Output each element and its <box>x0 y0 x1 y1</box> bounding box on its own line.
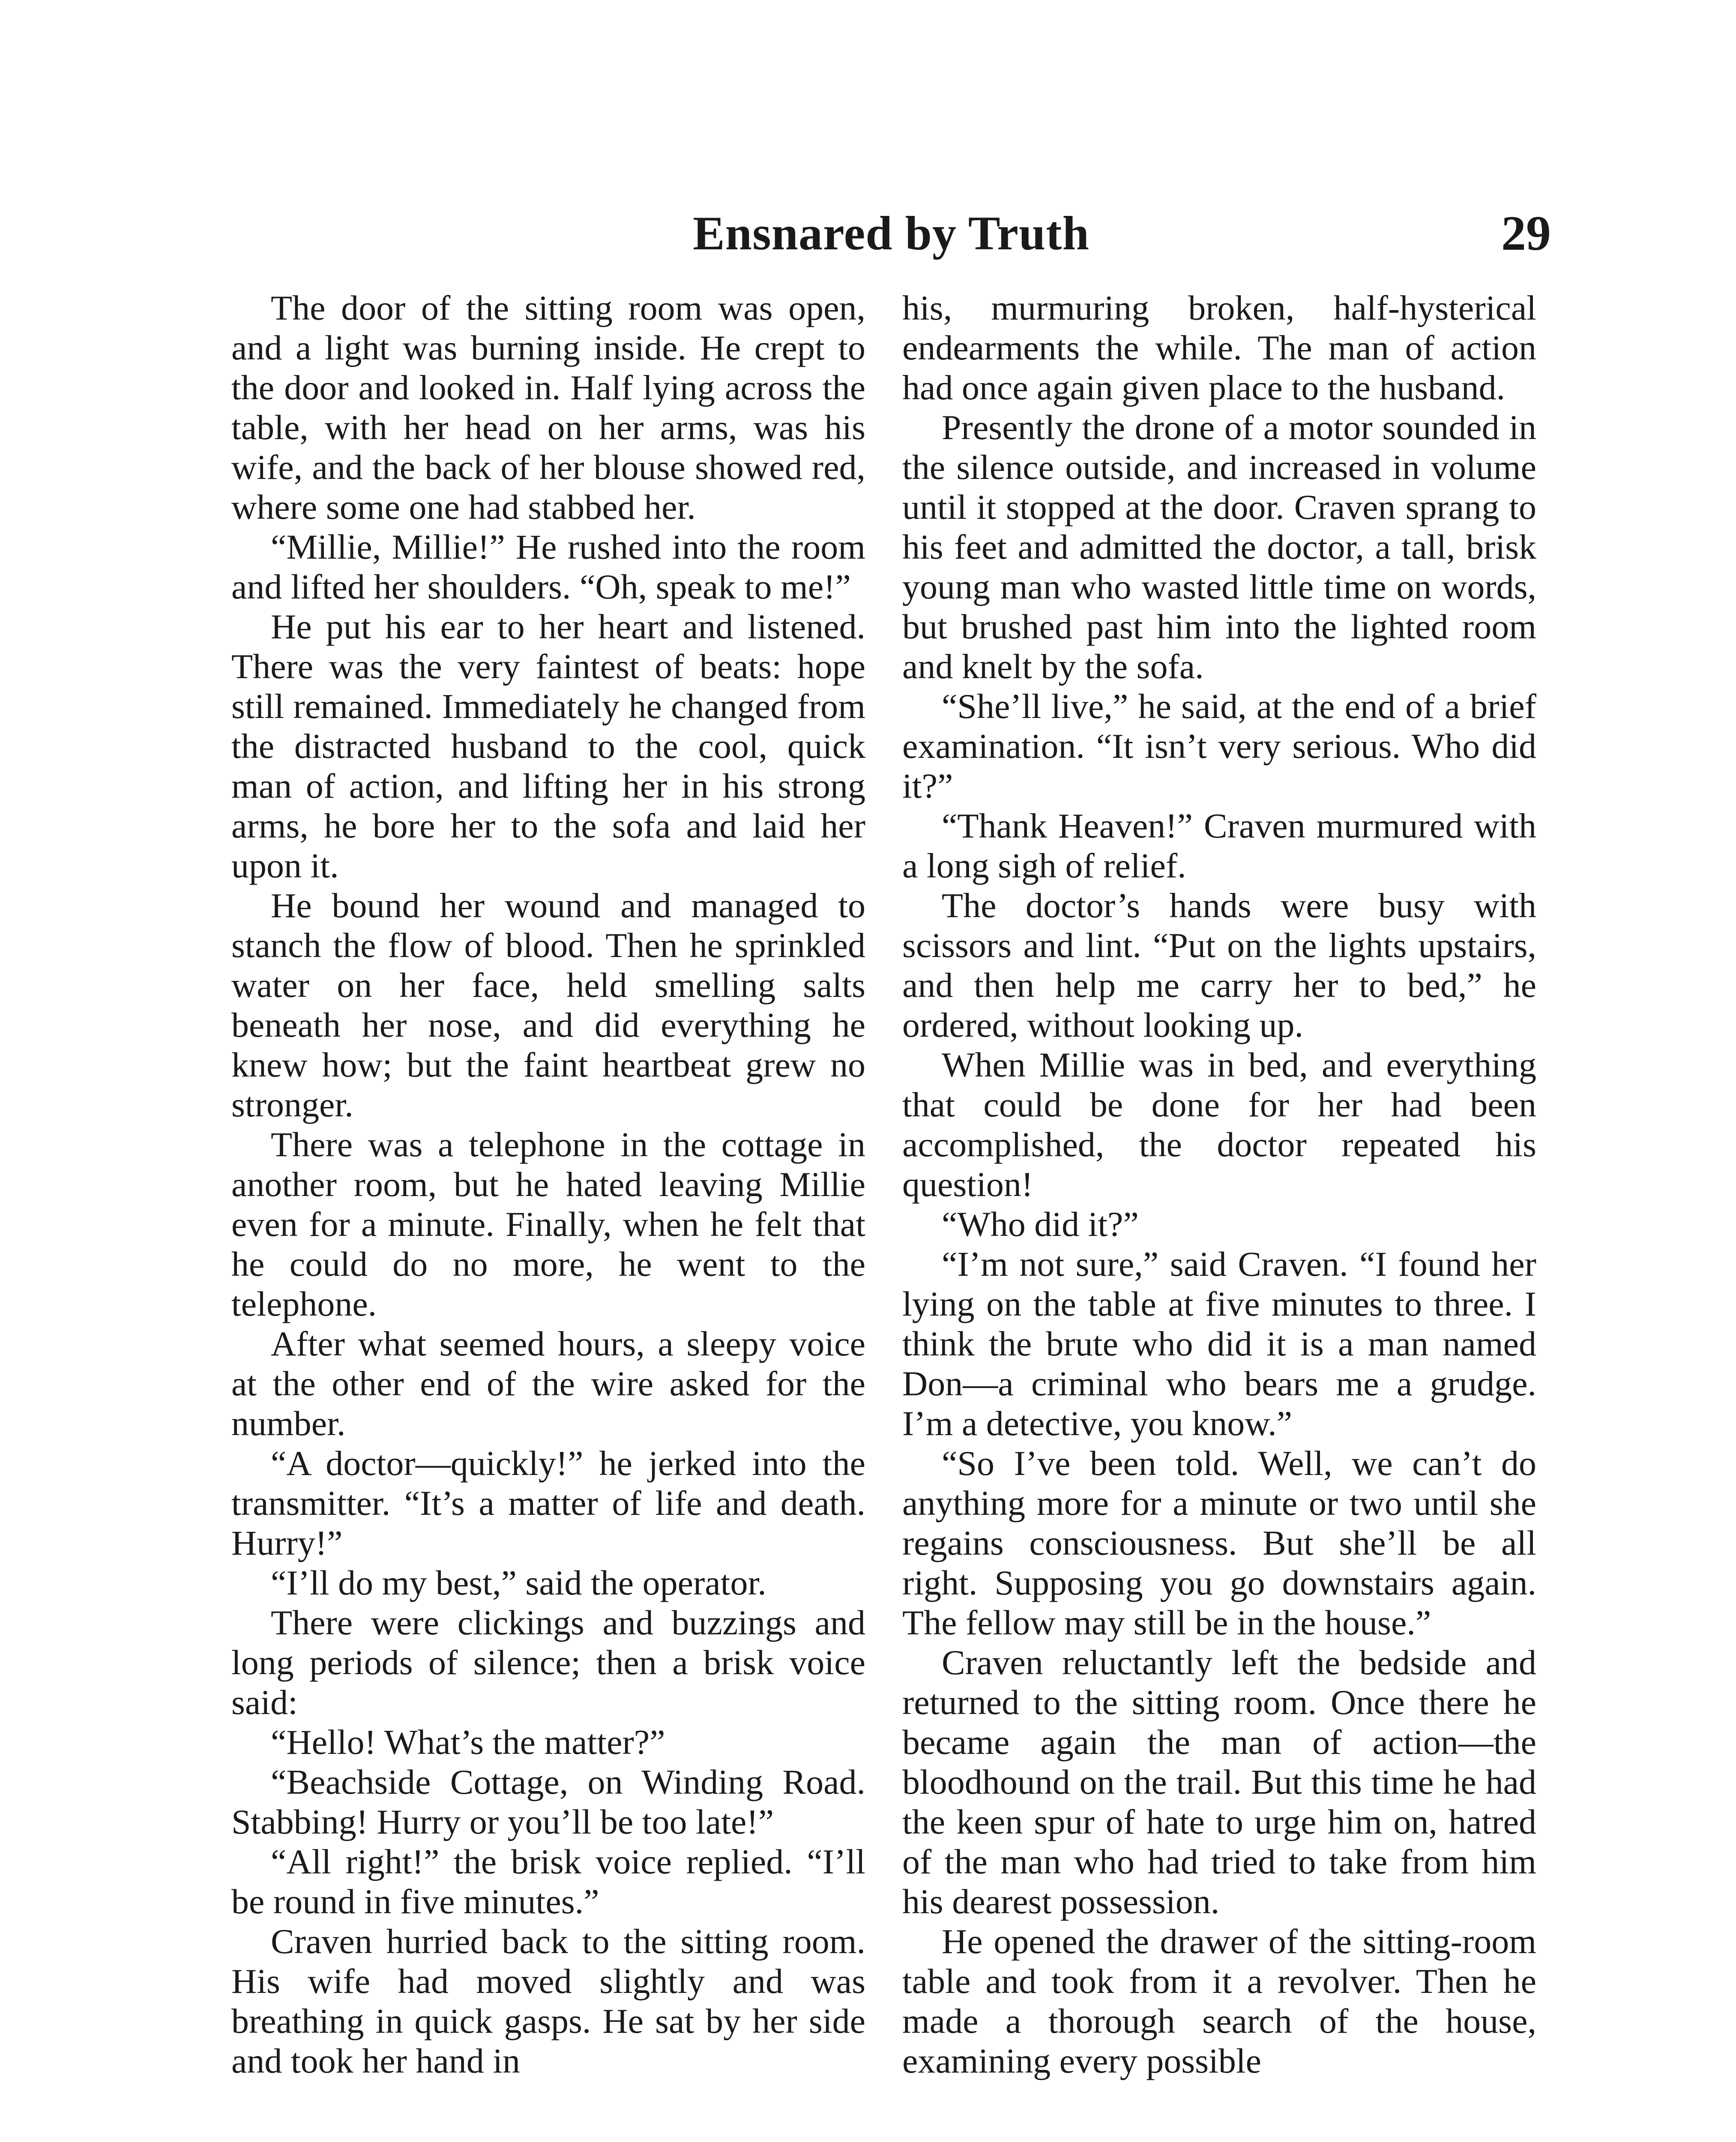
paragraph: “So I’ve been told. Well, we can’t do anything more for a minute or two until she regains consciousness. But she’ll be all right. Supposing you go downstairs again. The fellow may still be in the house.” <box>902 1444 1536 1642</box>
paragraph: “Hello! What’s the matter?” <box>271 1723 665 1762</box>
paragraph: After what seemed hours, a sleepy voice at the other end of the wire asked for the number. <box>231 1324 865 1443</box>
paragraph-continued: his, murmuring broken, half-hysterical endearments the while. The man of action had once again given place to the husband. <box>902 288 1536 407</box>
paragraph: When Millie was in bed, and everything that could be done for her had been accomplished, the doctor repeated his question! <box>902 1045 1536 1204</box>
paragraph: “She’ll live,” he said, at the end of a brief examination. “It isn’t very serious. Who did it?” <box>902 687 1536 805</box>
page-number: 29 <box>1501 206 1551 261</box>
paragraph: He put his ear to her heart and listened. There was the very faintest of beats: hope still remained. Immediately he changed from the distracted husband to the cool, quick man of action, and lifting her in his strong arms, he bore her to the sofa and laid her upon it. <box>231 607 865 885</box>
paragraph: The doctor’s hands were busy with scissors and lint. “Put on the lights upstairs, and then help me carry her to bed,” he ordered, without looking up. <box>902 886 1536 1044</box>
paragraph: Presently the drone of a motor sounded in the silence outside, and increased in volume until it stopped at the door. Craven sprang to his feet and admitted the doctor, a tall, brisk young man who wasted little time on words, but brushed past him into the lighted room and knelt by the sofa. <box>902 408 1536 686</box>
paragraph: The door of the sitting room was open, and a light was burning inside. He crept to the door and looked in. Half lying across the table, with her head on her arms, was his wife, and the back of her blouse showed red, where some one had stabbed her. <box>231 288 865 527</box>
paragraph: “Millie, Millie!” He rushed into the room and lifted her shoulders. “Oh, speak to me!” <box>231 527 865 606</box>
running-title: Ensnared by Truth <box>693 207 1089 260</box>
left-column <box>231 288 865 2081</box>
paragraph: Craven hurried back to the sitting room. His wife had moved slightly and was breathing in quick gasps. He sat by her side and took her hand in <box>231 1922 865 2080</box>
paragraph: He opened the drawer of the sitting-room table and took from it a revolver. Then he made a thorough search of the house, examining every possible <box>902 1922 1536 2080</box>
paragraph: “Who did it?” <box>942 1205 1139 1244</box>
paragraph: There was a telephone in the cottage in another room, but he hated leaving Millie even for a minute. Finally, when he felt that he could do no more, he went to the telephone. <box>231 1125 865 1323</box>
paragraph: “I’ll do my best,” said the operator. <box>271 1563 766 1602</box>
paragraph: “I’m not sure,” said Craven. “I found her lying on the table at five minutes to three. I think the brute who did it is a man named Don—a criminal who bears me a grudge. I’m a detective, you know.” <box>902 1245 1536 1443</box>
paragraph: “Thank Heaven!” Craven murmured with a long sigh of relief. <box>902 806 1536 885</box>
page-header <box>231 201 1551 266</box>
paragraph: “All right!” the brisk voice replied. “I’ll be round in five minutes.” <box>231 1842 865 1921</box>
paragraph: There were clickings and buzzings and long periods of silence; then a brisk voice said: <box>231 1603 865 1722</box>
paragraph: “Beachside Cottage, on Winding Road. Stabbing! Hurry or you’ll be too late!” <box>231 1762 865 1841</box>
paragraph: He bound her wound and managed to stanch the flow of blood. Then he sprinkled water on her face, held smelling salts beneath her nose, and did everything he knew how; but the faint heartbeat grew no stronger. <box>231 886 865 1124</box>
paragraph: “A doctor—quickly!” he jerked into the transmitter. “It’s a matter of life and death. Hurry!” <box>231 1444 865 1562</box>
right-column <box>902 288 1536 2081</box>
paragraph: Craven reluctantly left the bedside and returned to the sitting room. Once there he became again the man of action—the bloodhound on the trail. But this time he had the keen spur of hate to urge him on, hatred of the man who had tried to take from him his dearest possession. <box>902 1643 1536 1921</box>
